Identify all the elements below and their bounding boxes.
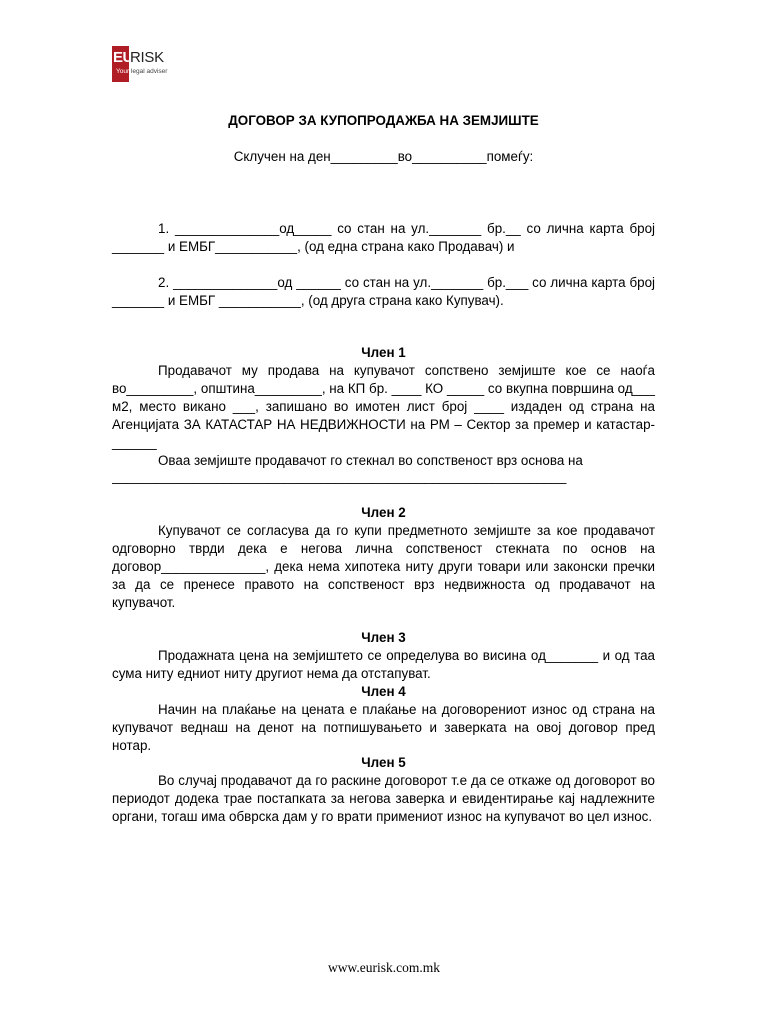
concluded-line: Склучен на ден_________во__________помеѓу: — [233, 149, 534, 164]
logo-risk-text: RISK — [130, 49, 164, 66]
document-title: ДОГОВОР ЗА КУПОПРОДАЖБА НА ЗЕМЈИШТЕ — [228, 113, 539, 128]
party-seller: 1. ______________од_____ со стан на ул._______ бр.__ со лична карта број _______ и ЕМБГ___________, (од една страна како Продавач) и — [112, 221, 655, 254]
article-1-text: Продавачот му продава на купувачот сопствено земјиште кое се наоѓа во_________, општина_________, на КП бр. ____ КО _____ со вкупна површина од___ м2, место викано ___, запишано во имотен лист број ____ издаден од страна на Агенцијата ЗА КАТАСТАР НА НЕДВИЖНОСТИ на РМ – Сектор за премер и катастар-______ — [112, 363, 655, 450]
article-4-heading: Член 4 — [361, 684, 406, 699]
logo-tagline: Your legal adviser — [116, 68, 168, 75]
party-buyer: 2. ______________од ______ со стан на ул._______ бр.___ со лична карта број _______ и ЕМБГ ___________, (од друга страна како Купувач). — [112, 275, 655, 308]
article-2-heading: Член 2 — [361, 505, 406, 520]
article-5-text: Во случај продавачот да го раскине договорот т.е да се откаже од договорот во периодот додека трае постапката за негова заверка и евидентирање кај надлежните органи, тогаш има обврска дам у го врати примениот износ на купувачот во цел износ. — [112, 773, 655, 824]
article-2-text: Купувачот се согласува да го купи предметното земјиште за кое продавачот одговорно тврди дека е негова лична сопственост стекната по основ на договор______________, дека нема хипотека ниту други товари или законски пречки за да се пренесе правото на сопственост врз недвижноста од продавачот на купувачот. — [112, 523, 655, 610]
article-3-heading: Член 3 — [361, 630, 406, 645]
article-1-basis: Оваа земјиште продавачот го стекнал во сопственост врз основа на — [158, 453, 583, 468]
article-1-heading: Член 1 — [361, 345, 406, 360]
article-3-text: Продажната цена на земјиштето се определува во висина од_______ и од таа сума ниту едниот ниту другиот нема да отстапуват. — [112, 648, 655, 681]
article-5-heading: Член 5 — [361, 755, 406, 770]
footer-website: www.eurisk.com.mk — [328, 960, 440, 975]
article-4-text: Начин на плаќање на цената е плаќање на договорениот износ од страна на купувачот веднаш на денот на потпишувањето и заверката на овој договор пред нотар. — [112, 702, 655, 753]
logo-eu-text: EU — [113, 49, 133, 66]
article-1-basis-line: _____________________________________________________________ — [112, 469, 567, 484]
eurisk-logo — [112, 46, 178, 84]
